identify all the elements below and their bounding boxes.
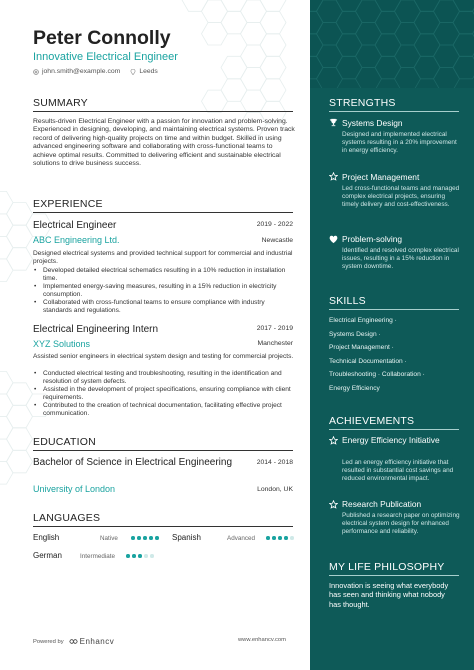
job-title: Electrical Engineering Intern <box>33 324 159 335</box>
hexagon-decoration <box>7 248 33 271</box>
sidebar <box>310 0 474 670</box>
hexagon-decoration <box>182 0 208 11</box>
language-dots <box>266 536 294 540</box>
powered-by-label: Powered by <box>33 638 64 645</box>
hexagon-decoration <box>317 23 343 46</box>
job-title: Electrical Engineer <box>33 220 117 231</box>
language-dots <box>131 536 159 540</box>
job-description: Designed electrical systems and provided technical support for commercial and industrial projects. <box>33 250 293 265</box>
languages-divider <box>33 526 293 527</box>
hexagon-decoration <box>202 23 228 46</box>
achievement-description: Led an energy efficiency initiative that resulted in substantial cost savings and reduced environmental impact. <box>342 459 454 482</box>
hexagon-decoration <box>7 225 33 248</box>
job-bullet: • Collaborated with cross-functional teams to ensure compliance with industry standards and regulations. <box>33 299 295 315</box>
hexagon-decoration <box>317 0 343 23</box>
job-dates: 2019 - 2022 <box>256 221 293 228</box>
language-level-dot <box>150 554 154 558</box>
language-level-dot <box>278 536 282 540</box>
hexagon-decoration <box>310 0 323 11</box>
hexagon-decoration <box>0 439 13 462</box>
job-bullet: • Contributed to the creation of technical documentation, facilitating effective project communication. <box>33 402 295 418</box>
hexagon-decoration <box>453 0 474 11</box>
language-level-dot <box>137 536 141 540</box>
location-text: Leeds <box>139 68 158 75</box>
strengths-heading: STRENGTHS <box>329 97 396 109</box>
hexagon-decoration <box>356 45 382 68</box>
hexagon-decoration <box>0 394 13 417</box>
hexagon-decoration <box>395 23 421 46</box>
philosophy-heading: MY LIFE PHILOSOPHY <box>329 561 445 573</box>
brand-name: Enhancv <box>79 637 115 646</box>
star-icon <box>329 500 338 509</box>
hexagon-decoration <box>453 34 474 57</box>
skills-heading: SKILLS <box>329 295 366 307</box>
philosophy-quote: Innovation is seeing what everybody has seen and thinking what nobody has thought. <box>329 581 449 609</box>
experience-divider <box>33 212 293 213</box>
achievements-heading: ACHIEVEMENTS <box>329 415 415 427</box>
hexagon-decoration <box>317 68 343 89</box>
hexagon-decoration <box>7 203 33 226</box>
degree-title: Bachelor of Science in Electrical Engineering <box>33 457 232 468</box>
hexagon-decoration <box>221 79 247 102</box>
summary-heading: SUMMARY <box>33 97 88 109</box>
job-location: Newcastle <box>261 237 293 244</box>
hexagon-decoration <box>414 56 440 79</box>
language-name: Spanish <box>172 533 201 542</box>
hexagon-decoration <box>260 34 286 57</box>
hexagon-decoration <box>395 68 421 89</box>
experience-heading: EXPERIENCE <box>33 198 103 210</box>
job-company[interactable]: ABC Engineering Ltd. <box>33 235 120 245</box>
hexagon-decoration <box>434 68 460 89</box>
language-level-dot <box>284 536 288 540</box>
achievements-divider <box>329 429 459 430</box>
language-level-dot <box>290 536 294 540</box>
hexagon-decoration <box>414 0 440 11</box>
email-text: john.smith@example.com <box>42 68 121 75</box>
at-icon <box>33 69 39 75</box>
hexagon-decoration <box>0 236 13 259</box>
language-level-dot <box>272 536 276 540</box>
hexagon-decoration <box>260 11 286 34</box>
hexagon-decoration <box>336 0 362 11</box>
hexagon-decoration <box>260 56 286 79</box>
hexagon-decoration <box>260 79 286 102</box>
school-name[interactable]: University of London <box>33 484 116 494</box>
achievement-title: Energy Efficiency Initiative <box>342 435 440 445</box>
job-bullet: • Developed detailed electrical schematics resulting in a 10% reduction in installation time. <box>33 267 295 283</box>
language-level-dot <box>266 536 270 540</box>
enhancv-logo-icon <box>69 638 78 645</box>
hexagon-decoration <box>7 405 33 428</box>
skill-line: Energy Efficiency <box>329 385 380 392</box>
hexagon-decoration <box>241 45 267 68</box>
candidate-title: Innovative Electrical Engineer <box>33 51 178 63</box>
language-dots <box>126 554 154 558</box>
skill-line: Systems Design · <box>329 331 381 338</box>
location-pin-icon <box>130 69 136 75</box>
hexagon-decoration <box>0 259 13 282</box>
hexagon-decoration <box>310 11 323 34</box>
language-level-dot <box>149 536 153 540</box>
summary-text: Results-driven Electrical Engineer with a passion for innovation and problem-solving. Experienced in designing, developing, and maintaining electrical systems. Proven track record of delivering high-quality projects on time and within budget. Skilled in using advanced engineering software and collaborating with cross-functional teams to achieve optimal results. Committed to delivering efficient and sustainable electrical solutions to drive business success. <box>33 118 295 168</box>
hexagon-decoration <box>241 0 267 23</box>
hexagon-decoration <box>241 23 267 46</box>
hexagon-decoration <box>0 191 13 214</box>
hexagon-decoration <box>453 56 474 79</box>
sidebar-header-band <box>310 0 474 88</box>
education-divider <box>33 450 293 451</box>
hexagon-decoration <box>434 0 460 23</box>
skills-divider <box>329 309 459 310</box>
summary-divider <box>33 111 293 112</box>
strength-title: Problem-solving <box>342 234 403 244</box>
hexagon-decoration <box>0 214 13 237</box>
hexagon-decoration <box>336 34 362 57</box>
hexagon-decoration <box>202 0 228 23</box>
language-level-dot <box>126 554 130 558</box>
hexagon-decoration <box>336 11 362 34</box>
hexagon-decoration <box>0 417 13 440</box>
email-contact[interactable] <box>33 68 120 75</box>
skill-line: Technical Documentation · <box>329 358 407 365</box>
achievement-title: Research Publication <box>342 499 422 509</box>
job-description: Assisted senior engineers in electrical system design and testing for commercial projects. <box>33 353 294 360</box>
contact-line <box>33 68 158 75</box>
hexagon-decoration <box>414 11 440 34</box>
education-heading: EDUCATION <box>33 436 96 448</box>
hexagon-decoration <box>375 0 401 11</box>
language-level-dot <box>138 554 142 558</box>
language-level: Native <box>100 535 118 542</box>
job-dates: 2017 - 2019 <box>256 325 293 332</box>
language-level-dot <box>143 536 147 540</box>
job-bullet: • Conducted electrical testing and troubleshooting, resulting in the identification and resolution of system defects. <box>33 370 295 386</box>
language-level: Intermediate <box>80 553 116 560</box>
language-level-dot <box>144 554 148 558</box>
hexagon-decoration <box>375 34 401 57</box>
hexagon-decoration <box>356 0 382 23</box>
language-name: German <box>33 551 62 560</box>
hexagon-decoration <box>202 90 228 113</box>
strength-title: Project Management <box>342 172 420 182</box>
hexagon-decoration <box>310 34 323 57</box>
skill-line: Project Management · <box>329 344 394 351</box>
hexagon-decoration <box>241 90 267 113</box>
hexagon-decoration <box>7 450 33 473</box>
hexagon-decoration <box>317 45 343 68</box>
trophy-icon <box>329 118 338 127</box>
hexagon-decoration <box>0 372 13 395</box>
job-bullet: • Implemented energy-saving measures, resulting in a 15% reduction in electricity consumption. <box>33 283 295 299</box>
language-level-dot <box>131 536 135 540</box>
hexagon-decoration <box>356 23 382 46</box>
hexagon-decoration <box>375 11 401 34</box>
hexagon-decoration <box>310 56 323 79</box>
job-location: Manchester <box>257 340 293 347</box>
hexagon-decoration <box>414 34 440 57</box>
hexagon-decoration <box>434 23 460 46</box>
hexagon-decoration <box>7 428 33 451</box>
hexagon-decoration <box>356 68 382 89</box>
strength-description: Designed and implemented electrical systems resulting in a 20% improvement in energy efficiency. <box>342 131 457 154</box>
hexagon-decoration <box>336 56 362 79</box>
hexagon-decoration <box>221 0 247 11</box>
language-name: English <box>33 533 60 542</box>
language-level-dot <box>132 554 136 558</box>
hexagon-decoration <box>0 462 13 485</box>
language-level: Advanced <box>227 535 256 542</box>
hexagon-decoration <box>395 0 421 23</box>
hexagon-decoration <box>221 56 247 79</box>
strength-title: Systems Design <box>342 118 403 128</box>
heart-icon <box>329 235 338 244</box>
job-bullet: • Assisted in the development of project specifications, ensuring compliance with client requirements. <box>33 386 295 402</box>
strengths-divider <box>329 111 459 112</box>
footer-url[interactable]: www.enhancv.com <box>238 637 286 643</box>
hexagon-decoration <box>375 56 401 79</box>
achievement-description: Published a research paper on optimizing electrical system design for enhanced performance and reliability. <box>342 512 460 535</box>
hexagon-decoration <box>221 11 247 34</box>
skill-line: Electrical Engineering · <box>329 317 397 324</box>
footer-powered-by <box>33 637 114 646</box>
strength-description: Identified and resolved complex electrical issues, resulting in a 15% reduction in system downtime. <box>342 247 459 270</box>
star-icon <box>329 436 338 445</box>
education-location: London, UK <box>257 486 293 493</box>
hexagon-decoration <box>260 0 286 11</box>
strength-description: Led cross-functional teams and managed complex electrical projects, ensuring timely delivery and cost-effectiveness. <box>342 185 460 208</box>
hexagon-decoration <box>434 45 460 68</box>
hexagon-decoration <box>453 11 474 34</box>
hexagon-decoration <box>7 383 33 406</box>
hexagon-decoration <box>395 45 421 68</box>
hexagon-decoration <box>241 68 267 91</box>
star-icon <box>329 172 338 181</box>
education-dates: 2014 - 2018 <box>256 459 293 466</box>
skill-line: Troubleshooting · Collaboration · <box>329 371 425 378</box>
philosophy-divider <box>329 575 459 576</box>
job-company[interactable]: XYZ Solutions <box>33 339 91 349</box>
language-level-dot <box>155 536 159 540</box>
job-bullets <box>33 370 295 418</box>
candidate-name: Peter Connolly <box>33 27 171 49</box>
languages-heading: LANGUAGES <box>33 512 101 524</box>
location-contact <box>130 68 158 75</box>
sidebar-hexagon-pattern <box>310 0 474 88</box>
brand-logo[interactable] <box>69 637 115 646</box>
job-bullets <box>33 267 295 315</box>
